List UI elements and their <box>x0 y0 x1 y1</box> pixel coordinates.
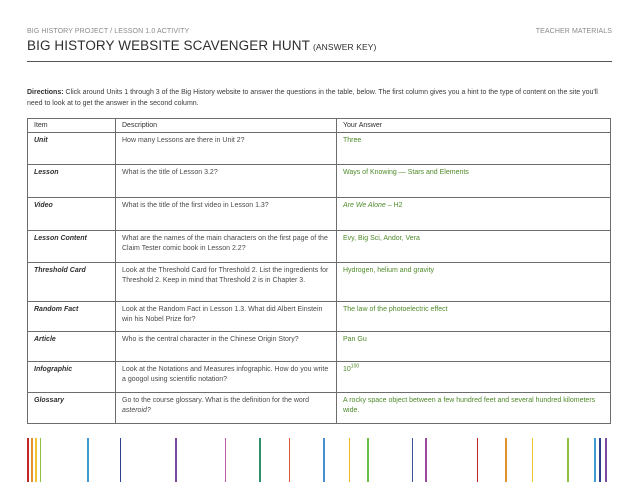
color-stripe <box>120 438 121 482</box>
color-stripe <box>289 438 290 482</box>
table-row <box>28 262 611 301</box>
page-title <box>27 38 612 53</box>
table-row <box>28 132 611 164</box>
table-row <box>28 392 611 423</box>
color-stripe <box>35 438 37 482</box>
color-stripe <box>412 438 413 482</box>
table-row <box>28 361 611 392</box>
table-row <box>28 331 611 361</box>
glossary-question: Go to the course glossary. What is the definition for the word <box>122 396 310 404</box>
row-item: Unit <box>28 132 116 164</box>
color-stripe <box>225 438 226 482</box>
row-answer: Three <box>337 132 611 164</box>
color-stripe <box>175 438 177 482</box>
row-description: Who is the central character in the Chinese Origin Story? <box>116 331 337 361</box>
color-stripe <box>594 438 596 482</box>
teacher-materials-label: TEACHER MATERIALS <box>535 28 612 35</box>
color-stripe <box>367 438 369 482</box>
color-stripe <box>532 438 533 482</box>
header-description: Description <box>116 119 337 133</box>
row-answer: A rocky space object between a few hundred feet and several hundred kilometers wide. <box>337 392 611 423</box>
color-stripe <box>505 438 507 482</box>
row-answer <box>337 197 611 230</box>
title-text: BIG HISTORY WEBSITE SCAVENGER HUNT <box>27 38 310 53</box>
table-header-row <box>28 119 611 133</box>
color-stripe <box>31 438 33 482</box>
color-stripe <box>477 438 478 482</box>
color-stripe <box>567 438 569 482</box>
color-stripe <box>259 438 261 482</box>
row-description: What is the title of the first video in Lesson 1.3? <box>116 197 337 230</box>
color-stripe <box>349 438 350 482</box>
row-description: Look at the Threshold Card for Threshold 2. List the ingredients for Threshold 2. Keep in mind that Threshold 2 is in Chapter 3. <box>116 262 337 301</box>
table-row <box>28 301 611 331</box>
color-stripe <box>425 438 427 482</box>
row-description: How many Lessons are there in Unit 2? <box>116 132 337 164</box>
row-description: What are the names of the main characters on the first page of the Claim Tester comic book in Lesson 2.2? <box>116 230 337 262</box>
header-item: Item <box>28 119 116 133</box>
glossary-term: asteroid? <box>122 407 151 414</box>
color-stripe <box>605 438 607 482</box>
directions <box>27 87 610 109</box>
row-answer <box>337 361 611 392</box>
answer-exponent: 100 <box>350 363 360 370</box>
scavenger-hunt-table <box>27 118 611 424</box>
row-answer: Hydrogen, helium and gravity <box>337 262 611 301</box>
header-divider <box>27 61 612 62</box>
color-stripe <box>27 438 29 482</box>
color-stripe <box>599 438 601 482</box>
row-answer: Pan Gu <box>337 331 611 361</box>
answer-video-title: Are We Alone <box>343 201 386 209</box>
row-item: Threshold Card <box>28 262 116 301</box>
row-answer: Ways of Knowing — Stars and Elements <box>337 164 611 197</box>
row-item: Video <box>28 197 116 230</box>
title-subtitle: (ANSWER KEY) <box>312 42 377 52</box>
row-description: Look at the Random Fact in Lesson 1.3. What did Albert Einstein win his Nobel Prize for? <box>116 301 337 331</box>
row-item: Random Fact <box>28 301 116 331</box>
answer-base: 10 <box>343 365 351 373</box>
row-item: Lesson Content <box>28 230 116 262</box>
answer-video-suffix: – H2 <box>385 201 403 209</box>
row-item: Article <box>28 331 116 361</box>
directions-text: Click around Units 1 through 3 of the Big History website to answer the questions in the table, below. The first column gives you a hint to the type of content on the site you'll need to look at to get the answer in the second column. <box>27 89 598 107</box>
color-stripe <box>323 438 325 482</box>
project-label: BIG HISTORY PROJECT / LESSON 1.0 ACTIVITY <box>27 28 190 35</box>
row-description: Look at the Notations and Measures infographic. How do you write a googol using scientific notation? <box>116 361 337 392</box>
header-answer: Your Answer <box>337 119 611 133</box>
row-item: Glossary <box>28 392 116 423</box>
table-row <box>28 230 611 262</box>
table-row <box>28 164 611 197</box>
page-header <box>27 28 612 53</box>
row-answer: The law of the photoelectric effect <box>337 301 611 331</box>
table-row <box>28 197 611 230</box>
directions-label: Directions: <box>27 89 64 96</box>
decorative-color-stripes <box>27 438 612 482</box>
color-stripe <box>40 438 41 482</box>
row-item: Infographic <box>28 361 116 392</box>
row-item: Lesson <box>28 164 116 197</box>
row-description <box>116 392 337 423</box>
color-stripe <box>87 438 89 482</box>
row-description: What is the title of Lesson 3.2? <box>116 164 337 197</box>
row-answer: Evy, Big Sci, Andor, Vera <box>337 230 611 262</box>
